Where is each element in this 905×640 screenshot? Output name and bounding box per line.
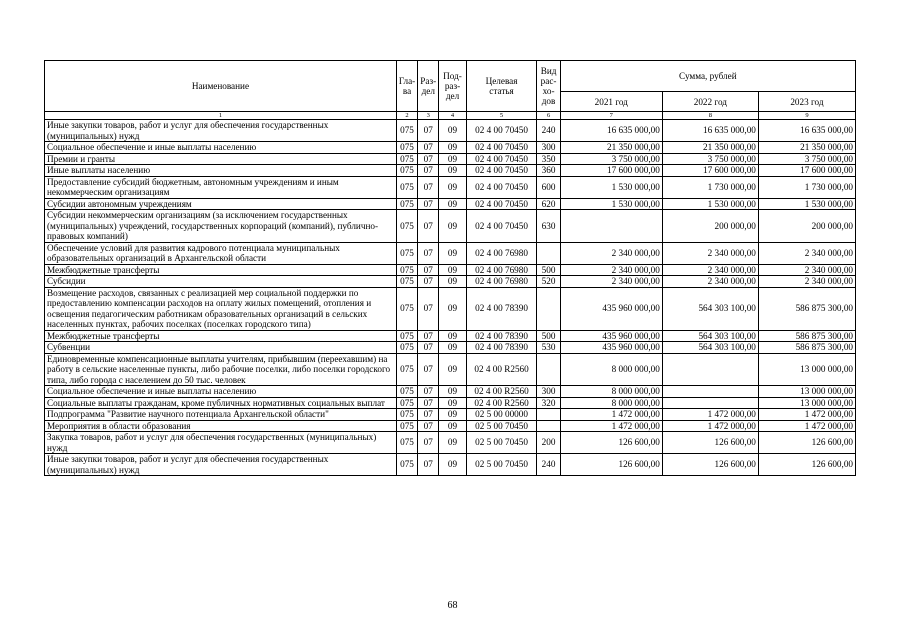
- table-row: [45, 276, 856, 288]
- row-sum-2021: 2 340 000,00: [560, 264, 662, 276]
- row-razdel: 07: [418, 120, 439, 142]
- row-target: 02 4 00 R2560: [466, 386, 537, 398]
- row-sum-2022: 1 530 000,00: [662, 198, 758, 210]
- row-name: Единовременные компенсационные выплаты учителям, прибывшим (переехавшим) на работу в сельские населенные пункты, либо рабочие поселки, либо поселки городского типа, либо города с населением до 50 тыс. человек: [45, 353, 397, 386]
- table-row: [45, 432, 856, 454]
- row-target: 02 4 00 R2560: [466, 397, 537, 409]
- header-podrazdel: Под- раз- дел: [439, 61, 466, 112]
- row-name: Субсидии: [45, 276, 397, 288]
- row-target: 02 5 00 70450: [466, 454, 537, 476]
- row-vid: 300: [537, 142, 560, 154]
- row-sum-2023: 13 000 000,00: [758, 397, 855, 409]
- row-name: Межбюджетные трансферты: [45, 264, 397, 276]
- row-sum-2022: [662, 386, 758, 398]
- row-name: Мероприятия в области образования: [45, 420, 397, 432]
- row-razdel: 07: [418, 198, 439, 210]
- row-sum-2021: 16 635 000,00: [560, 120, 662, 142]
- column-number: 6: [537, 112, 560, 120]
- row-target: 02 4 00 78390: [466, 287, 537, 330]
- row-razdel: 07: [418, 454, 439, 476]
- row-sum-2023: 13 000 000,00: [758, 353, 855, 386]
- row-podrazdel: 09: [439, 165, 466, 177]
- row-name: Возмещение расходов, связанных с реализацией мер социальной поддержки по предоставлению компенсации расходов на оплату жилых помещений, отопления и освещения педагогическим работникам образовательных организаций в сельских населенных пунктах, рабочих поселках (поселках городского типа): [45, 287, 397, 330]
- row-sum-2022: 2 340 000,00: [662, 276, 758, 288]
- row-sum-2023: 586 875 300,00: [758, 330, 855, 342]
- table-row: [45, 210, 856, 243]
- row-sum-2022: 1 472 000,00: [662, 420, 758, 432]
- budget-table: [44, 60, 856, 476]
- row-podrazdel: 09: [439, 342, 466, 354]
- row-vid: 240: [537, 120, 560, 142]
- row-sum-2022: 16 635 000,00: [662, 120, 758, 142]
- row-name: Иные закупки товаров, работ и услуг для обеспечения государственных (муниципальных) нужд: [45, 454, 397, 476]
- row-vid: 620: [537, 198, 560, 210]
- row-podrazdel: 09: [439, 242, 466, 264]
- row-sum-2023: 586 875 300,00: [758, 342, 855, 354]
- row-vid: 200: [537, 432, 560, 454]
- header-razdel: Раз- дел: [418, 61, 439, 112]
- row-target: 02 4 00 70450: [466, 210, 537, 243]
- row-name: Подпрограмма "Развитие научного потенциала Архангельской области": [45, 409, 397, 421]
- row-podrazdel: 09: [439, 176, 466, 198]
- row-sum-2022: 1 472 000,00: [662, 409, 758, 421]
- row-target: 02 5 00 70450: [466, 432, 537, 454]
- row-sum-2023: 2 340 000,00: [758, 264, 855, 276]
- row-name: Премии и гранты: [45, 153, 397, 165]
- row-glava: 075: [396, 330, 417, 342]
- table-row: [45, 287, 856, 330]
- row-podrazdel: 09: [439, 198, 466, 210]
- row-name: Предоставление субсидий бюджетным, автономным учреждениям и иным некоммерческим организациям: [45, 176, 397, 198]
- row-target: 02 4 00 76980: [466, 276, 537, 288]
- row-glava: 075: [396, 353, 417, 386]
- row-podrazdel: 09: [439, 353, 466, 386]
- row-glava: 075: [396, 176, 417, 198]
- column-number-row: [45, 112, 856, 120]
- row-razdel: 07: [418, 432, 439, 454]
- row-sum-2021: 1 530 000,00: [560, 176, 662, 198]
- row-vid: 320: [537, 397, 560, 409]
- row-razdel: 07: [418, 264, 439, 276]
- row-podrazdel: 09: [439, 420, 466, 432]
- row-name: Субсидии некоммерческим организациям (за исключением государственных (муниципальных) учреждений, государственных корпораций (компаний), публично-правовых компаний): [45, 210, 397, 243]
- table-row: [45, 342, 856, 354]
- column-number: 9: [758, 112, 855, 120]
- row-podrazdel: 09: [439, 276, 466, 288]
- row-razdel: 07: [418, 242, 439, 264]
- row-name: Обеспечение условий для развития кадрового потенциала муниципальных образовательных организаций в Архангельской области: [45, 242, 397, 264]
- row-glava: 075: [396, 409, 417, 421]
- row-name: Социальные выплаты гражданам, кроме публичных нормативных социальных выплат: [45, 397, 397, 409]
- row-sum-2022: 17 600 000,00: [662, 165, 758, 177]
- row-razdel: 07: [418, 153, 439, 165]
- row-vid: 240: [537, 454, 560, 476]
- row-glava: 075: [396, 420, 417, 432]
- row-sum-2021: 1 530 000,00: [560, 198, 662, 210]
- row-target: 02 5 00 00000: [466, 409, 537, 421]
- table-row: [45, 264, 856, 276]
- row-sum-2022: 564 303 100,00: [662, 287, 758, 330]
- row-razdel: 07: [418, 276, 439, 288]
- row-target: 02 4 00 70450: [466, 120, 537, 142]
- row-vid: [537, 409, 560, 421]
- row-target: 02 4 00 70450: [466, 198, 537, 210]
- row-glava: 075: [396, 287, 417, 330]
- row-podrazdel: 09: [439, 330, 466, 342]
- row-sum-2021: 8 000 000,00: [560, 397, 662, 409]
- row-vid: [537, 353, 560, 386]
- row-target: 02 5 00 70450: [466, 420, 537, 432]
- row-sum-2021: 2 340 000,00: [560, 276, 662, 288]
- row-glava: 075: [396, 153, 417, 165]
- row-name: Межбюджетные трансферты: [45, 330, 397, 342]
- row-sum-2022: [662, 353, 758, 386]
- row-razdel: 07: [418, 397, 439, 409]
- row-sum-2023: 1 472 000,00: [758, 409, 855, 421]
- row-name: Субвенции: [45, 342, 397, 354]
- header-year-2022: 2022 год: [662, 92, 758, 112]
- header-sum: Сумма, рублей: [560, 61, 855, 92]
- page-number: 68: [447, 600, 458, 611]
- row-sum-2022: 1 730 000,00: [662, 176, 758, 198]
- row-sum-2023: 1 730 000,00: [758, 176, 855, 198]
- header-name: Наименование: [45, 61, 397, 112]
- row-glava: 075: [396, 165, 417, 177]
- row-target: 02 4 00 70450: [466, 153, 537, 165]
- column-number: 2: [396, 112, 417, 120]
- row-glava: 075: [396, 386, 417, 398]
- row-sum-2021: 126 600,00: [560, 432, 662, 454]
- row-sum-2022: 564 303 100,00: [662, 330, 758, 342]
- row-vid: 520: [537, 276, 560, 288]
- row-sum-2021: 1 472 000,00: [560, 420, 662, 432]
- row-sum-2022: 2 340 000,00: [662, 264, 758, 276]
- row-target: 02 4 00 78390: [466, 330, 537, 342]
- row-vid: 350: [537, 153, 560, 165]
- table-row: [45, 198, 856, 210]
- row-podrazdel: 09: [439, 142, 466, 154]
- row-vid: 360: [537, 165, 560, 177]
- row-razdel: 07: [418, 342, 439, 354]
- row-sum-2022: [662, 397, 758, 409]
- row-glava: 075: [396, 276, 417, 288]
- row-glava: 075: [396, 210, 417, 243]
- row-sum-2023: 1 472 000,00: [758, 420, 855, 432]
- row-sum-2023: 1 530 000,00: [758, 198, 855, 210]
- row-glava: 075: [396, 342, 417, 354]
- row-name: Субсидии автономным учреждениям: [45, 198, 397, 210]
- header-target: Целевая статья: [466, 61, 537, 112]
- row-sum-2023: 2 340 000,00: [758, 242, 855, 264]
- row-podrazdel: 09: [439, 264, 466, 276]
- row-sum-2023: 13 000 000,00: [758, 386, 855, 398]
- row-target: 02 4 00 70450: [466, 165, 537, 177]
- header-glava: Гла- ва: [396, 61, 417, 112]
- row-sum-2022: 3 750 000,00: [662, 153, 758, 165]
- table-row: [45, 153, 856, 165]
- row-sum-2021: [560, 210, 662, 243]
- table-row: [45, 242, 856, 264]
- row-glava: 075: [396, 264, 417, 276]
- row-vid: 500: [537, 264, 560, 276]
- row-glava: 075: [396, 454, 417, 476]
- row-sum-2021: 1 472 000,00: [560, 409, 662, 421]
- column-number: 1: [45, 112, 397, 120]
- table-row: [45, 420, 856, 432]
- row-podrazdel: 09: [439, 120, 466, 142]
- column-number: 7: [560, 112, 662, 120]
- row-razdel: 07: [418, 420, 439, 432]
- row-vid: [537, 242, 560, 264]
- table-row: [45, 142, 856, 154]
- row-glava: 075: [396, 142, 417, 154]
- row-target: 02 4 00 76980: [466, 242, 537, 264]
- row-razdel: 07: [418, 210, 439, 243]
- row-glava: 075: [396, 198, 417, 210]
- row-sum-2022: 564 303 100,00: [662, 342, 758, 354]
- column-number: 5: [466, 112, 537, 120]
- row-sum-2021: 435 960 000,00: [560, 330, 662, 342]
- row-razdel: 07: [418, 176, 439, 198]
- column-number: 3: [418, 112, 439, 120]
- row-target: 02 4 00 76980: [466, 264, 537, 276]
- row-razdel: 07: [418, 353, 439, 386]
- row-razdel: 07: [418, 287, 439, 330]
- row-sum-2023: 586 875 300,00: [758, 287, 855, 330]
- column-number: 8: [662, 112, 758, 120]
- table-row: [45, 353, 856, 386]
- row-podrazdel: 09: [439, 153, 466, 165]
- row-vid: 630: [537, 210, 560, 243]
- row-vid: 300: [537, 386, 560, 398]
- row-razdel: 07: [418, 142, 439, 154]
- row-glava: 075: [396, 432, 417, 454]
- row-glava: 075: [396, 397, 417, 409]
- row-sum-2023: 17 600 000,00: [758, 165, 855, 177]
- row-sum-2023: 2 340 000,00: [758, 276, 855, 288]
- row-sum-2023: 16 635 000,00: [758, 120, 855, 142]
- table-row: [45, 454, 856, 476]
- row-razdel: 07: [418, 330, 439, 342]
- row-sum-2023: 126 600,00: [758, 432, 855, 454]
- row-target: 02 4 00 70450: [466, 142, 537, 154]
- row-vid: [537, 420, 560, 432]
- row-sum-2023: 126 600,00: [758, 454, 855, 476]
- row-name: Социальное обеспечение и иные выплаты населению: [45, 142, 397, 154]
- row-glava: 075: [396, 242, 417, 264]
- row-podrazdel: 09: [439, 210, 466, 243]
- row-podrazdel: 09: [439, 386, 466, 398]
- row-sum-2021: 2 340 000,00: [560, 242, 662, 264]
- header-year-2023: 2023 год: [758, 92, 855, 112]
- column-number: 4: [439, 112, 466, 120]
- row-glava: 075: [396, 120, 417, 142]
- table-row: [45, 165, 856, 177]
- row-vid: 530: [537, 342, 560, 354]
- row-podrazdel: 09: [439, 432, 466, 454]
- header-vid: Вид рас- хо- дов: [537, 61, 560, 112]
- row-sum-2021: 3 750 000,00: [560, 153, 662, 165]
- row-razdel: 07: [418, 409, 439, 421]
- row-name: Закупка товаров, работ и услуг для обеспечения государственных (муниципальных) нужд: [45, 432, 397, 454]
- table-row: [45, 386, 856, 398]
- row-vid: 500: [537, 330, 560, 342]
- row-sum-2022: 126 600,00: [662, 432, 758, 454]
- row-sum-2021: 8 000 000,00: [560, 386, 662, 398]
- row-razdel: 07: [418, 165, 439, 177]
- row-name: Иные закупки товаров, работ и услуг для обеспечения государственных (муниципальных) нужд: [45, 120, 397, 142]
- table-row: [45, 409, 856, 421]
- row-podrazdel: 09: [439, 397, 466, 409]
- row-sum-2022: 2 340 000,00: [662, 242, 758, 264]
- row-sum-2022: 126 600,00: [662, 454, 758, 476]
- row-name: Социальное обеспечение и иные выплаты населению: [45, 386, 397, 398]
- table-row: [45, 120, 856, 142]
- row-sum-2021: 126 600,00: [560, 454, 662, 476]
- row-sum-2021: 21 350 000,00: [560, 142, 662, 154]
- row-sum-2021: 17 600 000,00: [560, 165, 662, 177]
- row-target: 02 4 00 70450: [466, 176, 537, 198]
- header-year-2021: 2021 год: [560, 92, 662, 112]
- row-sum-2021: 435 960 000,00: [560, 342, 662, 354]
- row-podrazdel: 09: [439, 287, 466, 330]
- row-sum-2022: 21 350 000,00: [662, 142, 758, 154]
- row-sum-2023: 200 000,00: [758, 210, 855, 243]
- row-vid: [537, 287, 560, 330]
- row-target: 02 4 00 R2560: [466, 353, 537, 386]
- row-sum-2022: 200 000,00: [662, 210, 758, 243]
- table-row: [45, 397, 856, 409]
- row-name: Иные выплаты населению: [45, 165, 397, 177]
- row-podrazdel: 09: [439, 454, 466, 476]
- table-row: [45, 176, 856, 198]
- row-vid: 600: [537, 176, 560, 198]
- row-sum-2023: 3 750 000,00: [758, 153, 855, 165]
- row-target: 02 4 00 78390: [466, 342, 537, 354]
- table-row: [45, 330, 856, 342]
- row-podrazdel: 09: [439, 409, 466, 421]
- row-sum-2021: 435 960 000,00: [560, 287, 662, 330]
- row-sum-2021: 8 000 000,00: [560, 353, 662, 386]
- row-sum-2023: 21 350 000,00: [758, 142, 855, 154]
- row-razdel: 07: [418, 386, 439, 398]
